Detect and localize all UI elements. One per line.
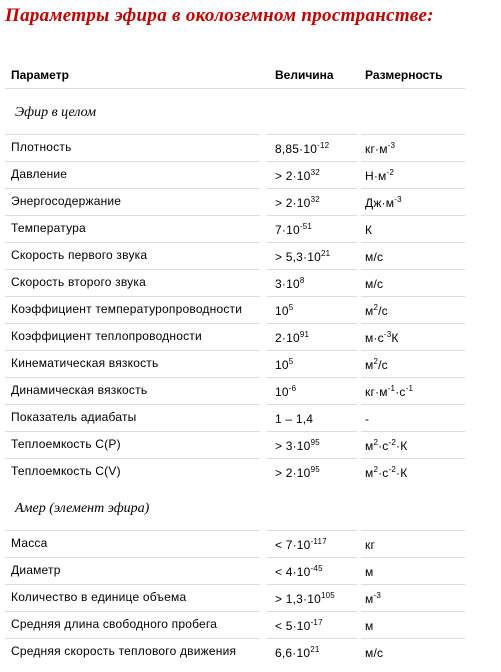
param-name: Количество в единице объема [11, 590, 187, 604]
param-name: Скорость второго звука [11, 275, 146, 289]
row-divider [361, 458, 465, 459]
param-unit: кг [365, 538, 376, 552]
row-divider [361, 350, 465, 351]
param-value: $2\cdot 10^{91}$ [275, 330, 310, 345]
row-divider [5, 431, 260, 432]
column-header-param: Параметр [11, 68, 69, 82]
param-name: Скорость первого звука [11, 248, 148, 262]
param-unit: $Дж\cdot м^{-3}$ [365, 195, 402, 210]
column-header-unit: Размерность [365, 68, 443, 82]
row-divider [5, 161, 260, 162]
row-divider [5, 269, 260, 270]
row-divider [5, 323, 260, 324]
param-name: Кинематическая вязкость [11, 356, 159, 370]
param-unit: $м^{-3}$ [365, 591, 381, 606]
row-divider [5, 638, 260, 639]
row-divider [267, 350, 357, 351]
row-divider [5, 458, 260, 459]
row-divider [267, 296, 357, 297]
section-title: Амер (элемент эфира) [15, 501, 150, 516]
row-divider [361, 323, 465, 324]
param-unit: $м^2/с$ [365, 303, 388, 318]
row-divider [361, 584, 465, 585]
row-divider [361, 530, 465, 531]
row-divider [267, 611, 357, 612]
table-header [5, 60, 465, 89]
param-value: > $3\cdot 10^{95}$ [275, 438, 320, 453]
row-divider [361, 296, 465, 297]
row-divider [361, 638, 465, 639]
table-row [5, 557, 465, 584]
table-row [5, 530, 465, 557]
table-row [5, 134, 465, 161]
row-divider [267, 377, 357, 378]
param-unit: $кг\cdot м^{-3}$ [365, 141, 396, 156]
param-value: > $2\cdot 10^{32}$ [275, 168, 320, 183]
parameters-table [5, 60, 465, 665]
row-divider [5, 242, 260, 243]
section-header [5, 485, 465, 530]
param-unit: м [365, 565, 374, 579]
param-unit: м/с [365, 277, 384, 291]
param-name: Давление [11, 167, 68, 181]
row-divider [267, 242, 357, 243]
section-header [5, 89, 465, 134]
param-value: $10^{-6}$ [275, 384, 297, 399]
param-value: < $7\cdot 10^{-117}$ [275, 537, 327, 552]
row-divider [361, 269, 465, 270]
param-unit: К [365, 223, 373, 237]
row-divider [361, 242, 465, 243]
row-divider [5, 134, 260, 135]
row-divider [267, 584, 357, 585]
table-row [5, 377, 465, 404]
row-divider [361, 404, 465, 405]
row-divider [267, 134, 357, 135]
param-unit: $м^2\cdot с^{-2}\cdot К$ [365, 465, 408, 480]
row-divider [267, 323, 357, 324]
row-divider [267, 404, 357, 405]
row-divider [267, 269, 357, 270]
param-unit: $кг\cdot м^{-1}\cdot с^{-1}$ [365, 384, 414, 399]
row-divider [361, 611, 465, 612]
row-divider [267, 557, 357, 558]
param-unit: $м^2\cdot с^{-2}\cdot К$ [365, 438, 408, 453]
table-row [5, 458, 465, 485]
table-row [5, 323, 465, 350]
param-name: Диаметр [11, 563, 61, 577]
param-unit: - [365, 412, 370, 426]
table-row [5, 215, 465, 242]
section-title: Эфир в целом [15, 105, 97, 120]
param-unit: м [365, 619, 374, 633]
param-value: > $2\cdot 10^{95}$ [275, 465, 320, 480]
table-row [5, 188, 465, 215]
row-divider [5, 584, 260, 585]
param-name: Средняя скорость теплового движения [11, 644, 237, 658]
row-divider [361, 557, 465, 558]
row-divider [361, 377, 465, 378]
row-divider [361, 431, 465, 432]
column-header-value: Величина [275, 68, 334, 82]
row-divider [5, 215, 260, 216]
param-unit: м/с [365, 250, 384, 264]
param-name: Энергосодержание [11, 194, 122, 208]
param-value: < $5\cdot 10^{-17}$ [275, 618, 323, 633]
param-value: $3\cdot 10^8$ [275, 276, 305, 291]
row-divider [5, 404, 260, 405]
param-value: > $1,3\cdot 10^{105}$ [275, 591, 335, 606]
row-divider [5, 530, 260, 531]
param-value: $10^5$ [275, 357, 294, 372]
param-name: Плотность [11, 140, 72, 154]
row-divider [5, 377, 260, 378]
row-divider [5, 350, 260, 351]
table-row [5, 269, 465, 296]
table-row [5, 242, 465, 269]
param-value: 1 – 1,4 [275, 412, 314, 426]
param-name: Коэффициент температуропроводности [11, 302, 243, 316]
param-unit: $м^2/с$ [365, 357, 388, 372]
row-divider [5, 557, 260, 558]
param-name: Масса [11, 536, 48, 550]
row-divider [361, 134, 465, 135]
param-value: $8,85\cdot 10^{-12}$ [275, 141, 330, 156]
table-row [5, 431, 465, 458]
row-divider [267, 638, 357, 639]
row-divider [5, 611, 260, 612]
table-row [5, 350, 465, 377]
row-divider [361, 215, 465, 216]
param-value: $10^5$ [275, 303, 294, 318]
table-row [5, 611, 465, 638]
param-value: > $2\cdot 10^{32}$ [275, 195, 320, 210]
row-divider [267, 188, 357, 189]
row-divider [5, 296, 260, 297]
param-unit: $м\cdot с^{-3}К$ [365, 330, 399, 345]
param-name: Динамическая вязкость [11, 383, 148, 397]
row-divider [267, 458, 357, 459]
param-unit: м/с [365, 646, 384, 660]
row-divider [361, 188, 465, 189]
table-row [5, 161, 465, 188]
table-row [5, 296, 465, 323]
row-divider [361, 161, 465, 162]
row-divider [267, 215, 357, 216]
param-name: Теплоемкость С(Р) [11, 437, 121, 451]
page-title: Параметры эфира в околоземном пространстве: [5, 5, 434, 26]
param-value: $7\cdot 10^{-51}$ [275, 222, 312, 237]
table-row [5, 404, 465, 431]
param-name: Температура [11, 221, 86, 235]
param-value: < $4\cdot 10^{-45}$ [275, 564, 323, 579]
row-divider [5, 188, 260, 189]
param-name: Теплоемкость С(V) [11, 464, 121, 478]
param-unit: $Н\cdot м^{-2}$ [365, 168, 395, 183]
param-value: $6,6\cdot 10^{21}$ [275, 645, 320, 660]
param-name: Показатель адиабаты [11, 410, 137, 424]
table-row [5, 584, 465, 611]
row-divider [267, 431, 357, 432]
param-name: Средняя длина свободного пробега [11, 617, 218, 631]
param-name: Коэффициент теплопроводности [11, 329, 202, 343]
row-divider [267, 530, 357, 531]
param-value: > $5,3\cdot 10^{21}$ [275, 249, 331, 264]
row-divider [267, 161, 357, 162]
table-row [5, 638, 465, 665]
